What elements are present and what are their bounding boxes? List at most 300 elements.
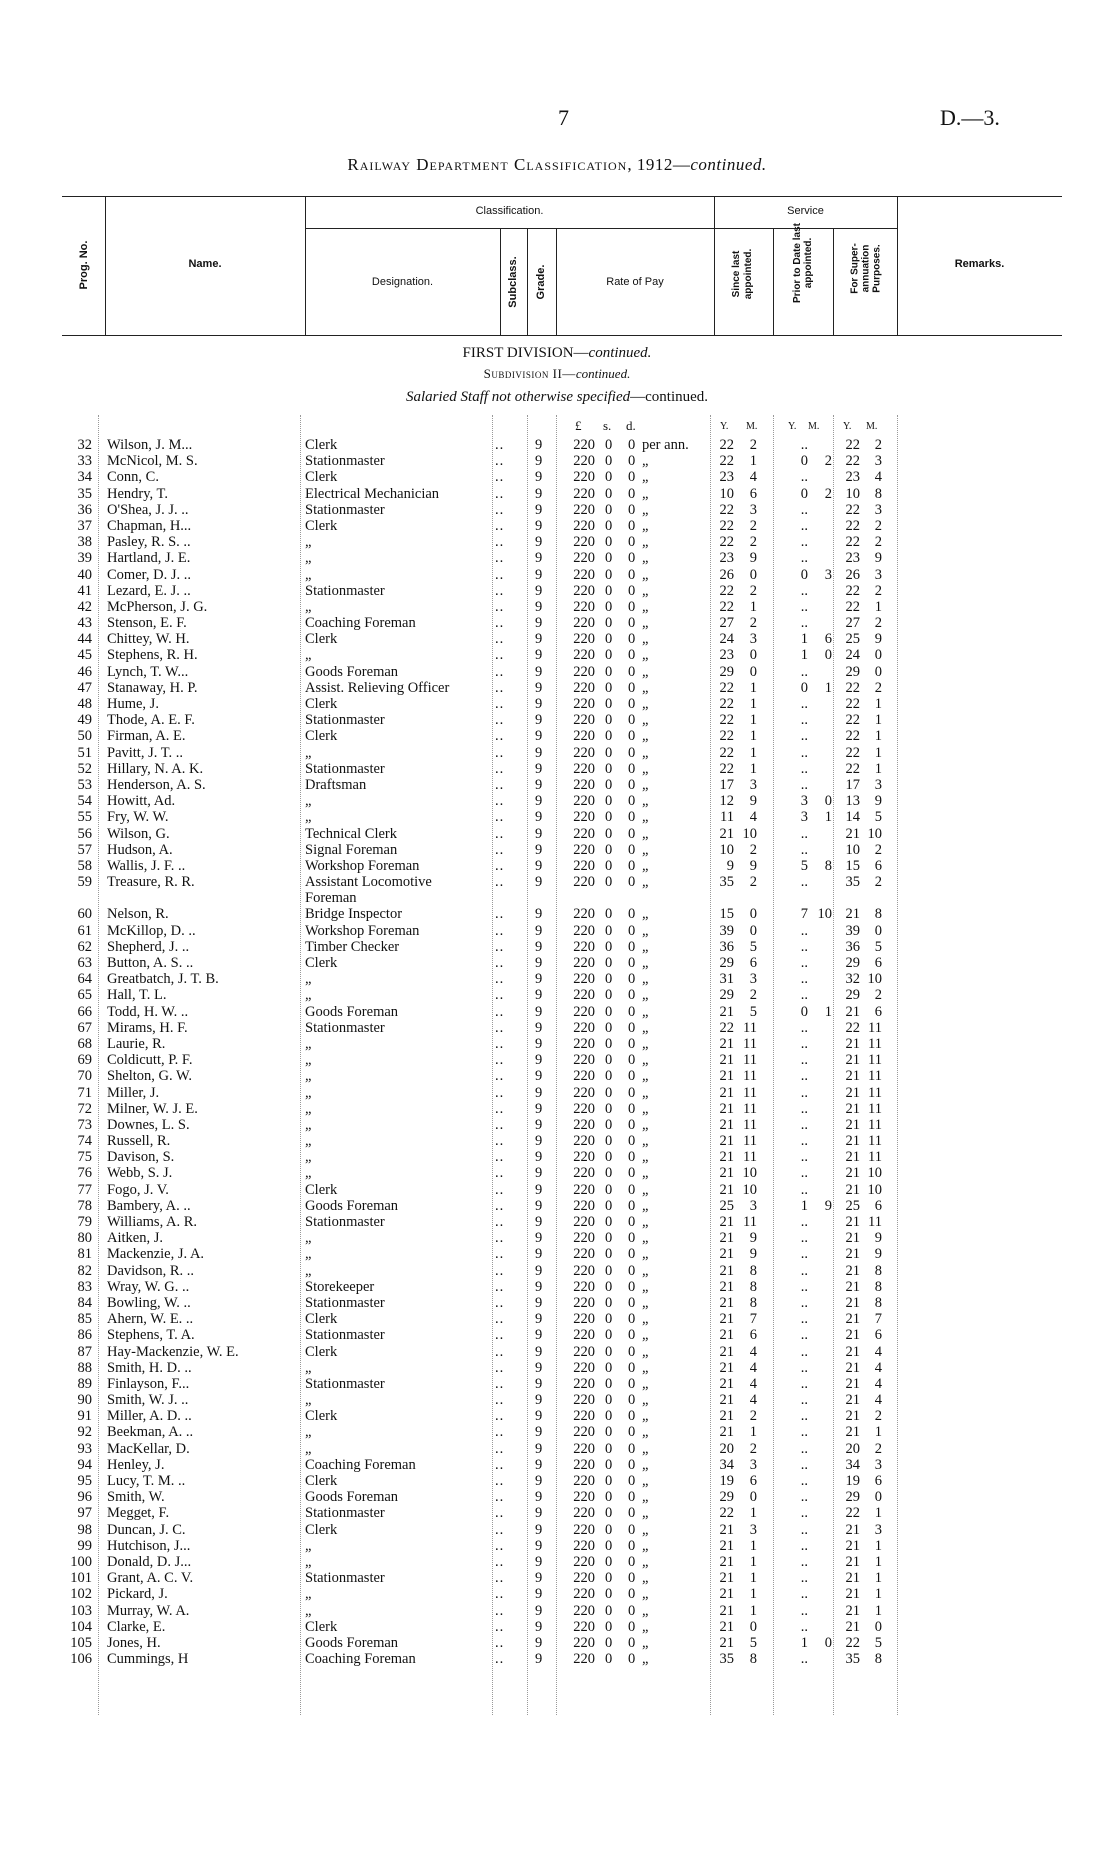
pay-pounds: 220 — [573, 906, 595, 923]
pay-pounds: 220 — [573, 1294, 595, 1311]
super-months: 6 — [874, 1327, 882, 1344]
pay-pence: 0 — [628, 1019, 636, 1036]
since-years: 22 — [719, 453, 734, 470]
row-number: 40 — [77, 566, 92, 583]
super-years: 22 — [845, 437, 860, 453]
since-years: 29 — [719, 955, 734, 971]
row-number: 67 — [77, 1019, 92, 1036]
since-months: 1 — [749, 598, 757, 615]
pay-pounds: 220 — [573, 922, 595, 939]
table-row — [0, 631, 1114, 647]
pay-pence: 0 — [628, 679, 636, 696]
row-number: 97 — [77, 1505, 92, 1522]
super-years: 22 — [845, 501, 860, 518]
grade: 9 — [535, 582, 543, 599]
row-number: 45 — [77, 647, 92, 664]
designation: Timber Checker — [305, 938, 400, 955]
since-years: 21 — [719, 825, 734, 842]
pay-pence: 0 — [628, 825, 636, 842]
pay-pounds: 220 — [573, 760, 595, 777]
prior-years: 1 — [800, 1197, 808, 1214]
designation: Stationmaster — [305, 1505, 385, 1522]
grade: 9 — [535, 1586, 543, 1603]
pay-pounds: 220 — [573, 1165, 595, 1182]
super-years: 21 — [845, 1214, 860, 1230]
pay-pounds: 220 — [573, 1035, 595, 1052]
pay-period: „ — [642, 1100, 649, 1117]
designation: Clerk — [305, 955, 338, 971]
since-years: 22 — [719, 598, 734, 615]
grade: 9 — [535, 1181, 543, 1198]
pay-pence: 0 — [628, 485, 636, 502]
super-years: 39 — [845, 922, 860, 939]
designation: Clerk — [305, 1618, 338, 1635]
pay-pounds: 220 — [573, 744, 595, 761]
staff-name: Bowling, W. .. — [107, 1294, 191, 1311]
pay-shillings: 0 — [605, 1035, 613, 1052]
pay-pence: 0 — [628, 1294, 636, 1311]
pay-shillings: 0 — [605, 793, 613, 810]
pay-shillings: 0 — [605, 1278, 613, 1295]
staff-suffix: —continued. — [630, 389, 709, 405]
since-months: 11 — [743, 1149, 757, 1166]
pay-shillings: 0 — [605, 809, 613, 826]
pay-pounds: 220 — [573, 1100, 595, 1117]
row-number: 64 — [77, 971, 92, 988]
super-months: 0 — [874, 647, 882, 664]
grade: 9 — [535, 1278, 543, 1295]
since-months: 10 — [742, 1181, 757, 1198]
staff-name: Comer, D. J. .. — [107, 566, 191, 583]
pay-pence: 0 — [628, 501, 636, 518]
subclass: .. — [495, 453, 505, 470]
super-years: 21 — [845, 1052, 860, 1069]
pay-shillings: 0 — [605, 437, 613, 453]
pay-pounds: 220 — [573, 841, 595, 858]
super-months: 6 — [874, 857, 882, 874]
pay-shillings: 0 — [605, 1408, 613, 1425]
super-months: 11 — [868, 1116, 882, 1133]
table-row — [0, 1473, 1114, 1489]
prior-years: .. — [800, 955, 808, 971]
grade: 9 — [535, 1440, 543, 1457]
designation: Clerk — [305, 1181, 338, 1198]
prior-years: .. — [800, 1424, 808, 1441]
row-number: 50 — [77, 728, 92, 745]
staff-name: Stanaway, H. P. — [107, 679, 198, 696]
pay-pence: 0 — [628, 874, 636, 891]
grade: 9 — [535, 825, 543, 842]
designation: Stationmaster — [305, 501, 385, 518]
since-years: 22 — [719, 712, 734, 729]
row-number: 92 — [77, 1424, 92, 1441]
prior-years: 0 — [800, 1003, 808, 1020]
prior-years: 0 — [800, 453, 808, 470]
grade: 9 — [535, 1343, 543, 1360]
super-years: 22 — [845, 1019, 860, 1036]
since-years: 35 — [719, 1651, 734, 1668]
super-months: 7 — [874, 1311, 882, 1328]
row-number: 69 — [77, 1052, 92, 1069]
pay-pence: 0 — [628, 1311, 636, 1328]
super-years: 22 — [845, 1505, 860, 1522]
row-number: 101 — [70, 1570, 92, 1587]
super-years: 22 — [845, 582, 860, 599]
pay-pence: 0 — [628, 566, 636, 583]
super-years: 21 — [845, 1521, 860, 1538]
prior-months: 6 — [824, 631, 832, 648]
grade: 9 — [535, 760, 543, 777]
staff-name: Button, A. S. .. — [107, 955, 194, 971]
header-for-super: For Super-annuation Purposes. — [849, 243, 883, 294]
pay-shillings: 0 — [605, 647, 613, 664]
subclass: .. — [495, 955, 505, 971]
subclass: .. — [495, 469, 505, 486]
designation: Stationmaster — [305, 1214, 385, 1230]
staff-name: Ahern, W. E. .. — [107, 1311, 194, 1328]
table-row — [0, 1230, 1114, 1246]
pay-shillings: 0 — [605, 1100, 613, 1117]
row-number: 77 — [77, 1181, 92, 1198]
super-years: 21 — [845, 1424, 860, 1441]
row-number: 52 — [77, 760, 92, 777]
pay-pounds: 220 — [573, 1116, 595, 1133]
since-years: 22 — [719, 728, 734, 745]
super-years: 21 — [845, 1003, 860, 1020]
staff-name: Lucy, T. M. .. — [107, 1473, 186, 1489]
pay-pounds: 220 — [573, 1084, 595, 1101]
unit-months-super: M. — [866, 421, 878, 432]
pay-pence: 0 — [628, 809, 636, 826]
table-row — [0, 1149, 1114, 1165]
row-number: 58 — [77, 857, 92, 874]
since-months: 3 — [749, 971, 757, 988]
staff-name: Grant, A. C. V. — [107, 1570, 194, 1587]
super-months: 9 — [874, 1230, 882, 1247]
pay-shillings: 0 — [605, 1133, 613, 1150]
super-months: 2 — [874, 437, 882, 453]
table-row — [0, 1603, 1114, 1619]
super-months: 4 — [874, 1375, 882, 1392]
designation: Stationmaster — [305, 453, 385, 470]
pay-pence: 0 — [628, 598, 636, 615]
subclass: .. — [495, 534, 505, 551]
staff-name: McNicol, M. S. — [107, 453, 198, 470]
staff-name: Coldicutt, P. F. — [107, 1052, 193, 1069]
pay-shillings: 0 — [605, 469, 613, 486]
prior-years: .. — [800, 1294, 808, 1311]
pay-pence: 0 — [628, 1052, 636, 1069]
pay-pounds: 220 — [573, 1602, 595, 1619]
pay-pence: 0 — [628, 1651, 636, 1668]
grade: 9 — [535, 663, 543, 680]
pay-pounds: 220 — [573, 1214, 595, 1230]
pay-shillings: 0 — [605, 663, 613, 680]
super-years: 34 — [845, 1456, 860, 1473]
subclass: .. — [495, 631, 505, 648]
since-years: 22 — [719, 582, 734, 599]
prior-months: 2 — [824, 453, 832, 470]
pay-period: „ — [642, 1068, 649, 1085]
grade: 9 — [535, 1359, 543, 1376]
since-months: 4 — [749, 1375, 757, 1392]
prior-months: 8 — [824, 857, 832, 874]
grade: 9 — [535, 679, 543, 696]
since-months: 4 — [749, 1359, 757, 1376]
staff-name: Stephens, R. H. — [107, 647, 198, 664]
pay-pounds: 220 — [573, 517, 595, 534]
pay-shillings: 0 — [605, 955, 613, 971]
designation: Electrical Mechanician — [305, 485, 440, 502]
pay-period: „ — [642, 647, 649, 664]
since-months: 3 — [749, 1521, 757, 1538]
grade: 9 — [535, 1197, 543, 1214]
pay-pence: 0 — [628, 1424, 636, 1441]
row-number: 88 — [77, 1359, 92, 1376]
since-years: 21 — [719, 1246, 734, 1263]
table-row — [0, 1570, 1114, 1586]
staff-name: Finlayson, F... — [107, 1375, 190, 1392]
pay-period: „ — [642, 615, 649, 632]
staff-name: Davison, S. — [107, 1149, 175, 1166]
row-number: 38 — [77, 534, 92, 551]
pay-shillings: 0 — [605, 1327, 613, 1344]
grade: 9 — [535, 857, 543, 874]
table-row — [0, 1619, 1114, 1635]
table-row — [0, 1522, 1114, 1538]
prior-years: .. — [800, 1359, 808, 1376]
grade: 9 — [535, 1165, 543, 1182]
super-months: 4 — [874, 1392, 882, 1409]
super-years: 22 — [845, 534, 860, 551]
super-years: 15 — [845, 857, 860, 874]
header-divider-desig — [500, 228, 501, 335]
pay-pence: 0 — [628, 1473, 636, 1489]
page-number: 7 — [558, 105, 569, 130]
subclass: .. — [495, 679, 505, 696]
super-years: 22 — [845, 696, 860, 712]
table-row — [0, 1279, 1114, 1295]
staff-name: Russell, R. — [107, 1133, 171, 1150]
pay-period: „ — [642, 598, 649, 615]
grade: 9 — [535, 1327, 543, 1344]
since-months: 3 — [749, 501, 757, 518]
pay-pounds: 220 — [573, 728, 595, 745]
pay-pence: 0 — [628, 1149, 636, 1166]
subclass: .. — [495, 1359, 505, 1376]
super-years: 10 — [845, 485, 860, 502]
pay-pounds: 220 — [573, 1489, 595, 1506]
pay-pounds: 220 — [573, 1553, 595, 1570]
super-years: 22 — [845, 728, 860, 745]
pay-pence: 0 — [628, 1343, 636, 1360]
table-row — [0, 826, 1114, 842]
prior-years: .. — [800, 1456, 808, 1473]
subclass: .. — [495, 566, 505, 583]
designation: „ — [305, 809, 312, 826]
super-months: 0 — [874, 663, 882, 680]
subclass: .. — [495, 1570, 505, 1587]
designation: „ — [305, 1553, 312, 1570]
super-months: 10 — [867, 1165, 882, 1182]
staff-name: Pasley, R. S. .. — [107, 534, 191, 551]
header-designation: Designation. — [371, 276, 434, 288]
pay-pounds: 220 — [573, 712, 595, 729]
header-prior-to-date: Prior to Date last appointed. — [792, 222, 814, 304]
super-months: 6 — [874, 1473, 882, 1489]
subclass: .. — [495, 1246, 505, 1263]
super-months: 11 — [868, 1214, 882, 1230]
grade: 9 — [535, 1473, 543, 1489]
super-months: 2 — [874, 615, 882, 632]
grade: 9 — [535, 1149, 543, 1166]
row-number: 85 — [77, 1311, 92, 1328]
subclass: .. — [495, 1586, 505, 1603]
pay-pounds: 220 — [573, 615, 595, 632]
grade: 9 — [535, 1230, 543, 1247]
table-row — [0, 923, 1114, 939]
prior-years: .. — [800, 712, 808, 729]
super-years: 21 — [845, 1084, 860, 1101]
pay-shillings: 0 — [605, 534, 613, 551]
pay-pounds: 220 — [573, 469, 595, 486]
row-number: 105 — [70, 1634, 92, 1651]
subclass: .. — [495, 696, 505, 712]
pay-period: „ — [642, 1392, 649, 1409]
row-number: 42 — [77, 598, 92, 615]
pay-pence: 0 — [628, 1537, 636, 1554]
header-top-rule — [62, 196, 1062, 197]
designation: Stationmaster — [305, 760, 385, 777]
pay-period: „ — [642, 1634, 649, 1651]
pay-shillings: 0 — [605, 1359, 613, 1376]
pay-shillings: 0 — [605, 1424, 613, 1441]
pay-pounds: 220 — [573, 1651, 595, 1668]
grade: 9 — [535, 485, 543, 502]
super-years: 22 — [845, 453, 860, 470]
designation: Workshop Foreman — [305, 857, 420, 874]
pay-period: „ — [642, 1537, 649, 1554]
pay-pence: 0 — [628, 841, 636, 858]
pay-pounds: 220 — [573, 987, 595, 1004]
pay-period: „ — [642, 1618, 649, 1635]
grade: 9 — [535, 1505, 543, 1522]
table-row — [0, 1068, 1114, 1084]
since-years: 25 — [719, 1197, 734, 1214]
pay-shillings: 0 — [605, 1537, 613, 1554]
pay-shillings: 0 — [605, 1343, 613, 1360]
super-months: 2 — [874, 582, 882, 599]
table-row — [0, 761, 1114, 777]
pay-shillings: 0 — [605, 1068, 613, 1085]
designation: Storekeeper — [305, 1278, 375, 1295]
since-years: 21 — [719, 1181, 734, 1198]
super-years: 21 — [845, 1116, 860, 1133]
super-years: 21 — [845, 906, 860, 923]
pay-pence: 0 — [628, 1602, 636, 1619]
staff-name: Lynch, T. W... — [107, 663, 189, 680]
grade: 9 — [535, 728, 543, 745]
subclass: .. — [495, 1392, 505, 1409]
pay-pence: 0 — [628, 550, 636, 567]
pay-period: „ — [642, 938, 649, 955]
designation: „ — [305, 793, 312, 810]
designation: Clerk — [305, 517, 338, 534]
since-years: 20 — [719, 1440, 734, 1457]
grade: 9 — [535, 712, 543, 729]
pay-period: „ — [642, 1505, 649, 1522]
since-years: 21 — [719, 1521, 734, 1538]
since-years: 23 — [719, 550, 734, 567]
prior-months: 0 — [824, 793, 832, 810]
staff-name: Aitken, J. — [107, 1230, 163, 1247]
pay-pounds: 220 — [573, 1343, 595, 1360]
since-years: 21 — [719, 1570, 734, 1587]
prior-years: .. — [800, 1116, 808, 1133]
grade: 9 — [535, 1602, 543, 1619]
grade: 9 — [535, 1262, 543, 1279]
row-number: 49 — [77, 712, 92, 729]
pay-shillings: 0 — [605, 1618, 613, 1635]
super-years: 21 — [845, 1165, 860, 1182]
designation: „ — [305, 1602, 312, 1619]
title-main: Railway Department Classification — [347, 155, 628, 174]
super-years: 21 — [845, 1553, 860, 1570]
staff-name: Murray, W. A. — [107, 1602, 190, 1619]
super-months: 8 — [874, 1278, 882, 1295]
row-number: 32 — [77, 437, 92, 453]
super-months: 1 — [874, 728, 882, 745]
header-grade: Grade. — [535, 264, 547, 300]
pay-pence: 0 — [628, 1246, 636, 1263]
designation: Assistant Locomotive — [305, 874, 432, 891]
super-years: 21 — [845, 1100, 860, 1117]
pay-pence: 0 — [628, 517, 636, 534]
staff-name: Chapman, H... — [107, 517, 192, 534]
grade: 9 — [535, 1537, 543, 1554]
since-months: 1 — [749, 453, 757, 470]
since-years: 21 — [719, 1084, 734, 1101]
since-months: 9 — [749, 1246, 757, 1263]
staff-name: O'Shea, J. J. .. — [107, 501, 189, 518]
super-months: 10 — [867, 1181, 882, 1198]
grade: 9 — [535, 453, 543, 470]
prior-years: 7 — [800, 906, 808, 923]
since-months: 1 — [749, 1553, 757, 1570]
super-years: 29 — [845, 1489, 860, 1506]
staff-name: Lezard, E. J. .. — [107, 582, 191, 599]
row-number: 43 — [77, 615, 92, 632]
since-years: 22 — [719, 517, 734, 534]
super-months: 1 — [874, 598, 882, 615]
prior-years: .. — [800, 1521, 808, 1538]
staff-name: Henderson, A. S. — [107, 776, 206, 793]
pay-shillings: 0 — [605, 1246, 613, 1263]
pay-period: „ — [642, 663, 649, 680]
table-row — [0, 1020, 1114, 1036]
pay-pence: 0 — [628, 728, 636, 745]
pay-pence: 0 — [628, 906, 636, 923]
pay-pence: 0 — [628, 938, 636, 955]
subclass: .. — [495, 1456, 505, 1473]
prior-years: .. — [800, 1262, 808, 1279]
prior-years: .. — [800, 1586, 808, 1603]
pay-pounds: 220 — [573, 938, 595, 955]
prior-years: .. — [800, 582, 808, 599]
super-months: 3 — [874, 1456, 882, 1473]
since-months: 3 — [749, 776, 757, 793]
subclass: .. — [495, 1343, 505, 1360]
